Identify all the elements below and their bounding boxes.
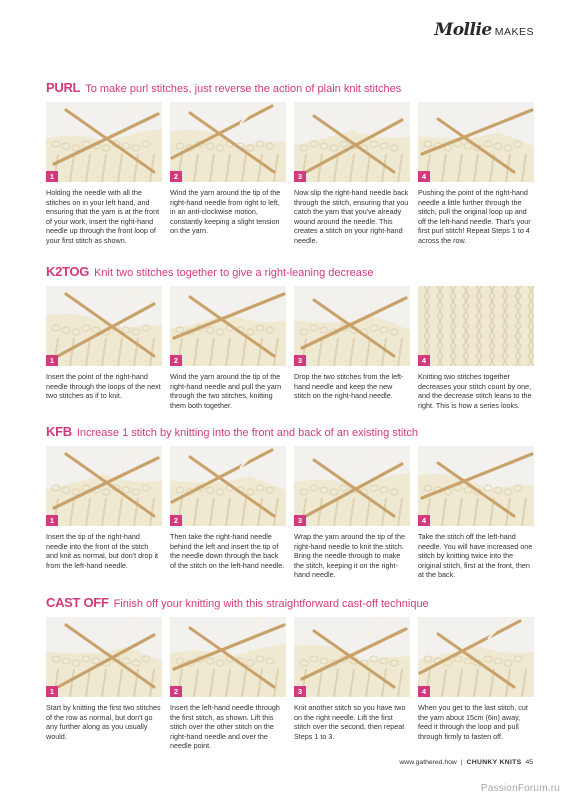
step-photo xyxy=(294,286,410,366)
section-heading xyxy=(46,424,534,442)
steps-row xyxy=(46,102,534,246)
step-number-badge: 4 xyxy=(418,686,430,697)
knitting-photo-illustration xyxy=(46,617,162,697)
knitting-photo-illustration xyxy=(418,286,534,366)
step-caption: Insert the point of the right-hand needle through the loops of the next two stitches as if to knit. xyxy=(46,372,161,401)
footer-page-number: 45 xyxy=(525,759,533,766)
step-number-badge: 2 xyxy=(170,686,182,697)
knitting-photo-illustration xyxy=(294,446,410,526)
section-description: To make purl stitches, just reverse the action of plain knit stitches xyxy=(85,83,402,95)
step-card xyxy=(170,102,286,246)
knitting-photo-illustration xyxy=(418,102,534,182)
knitting-photo-illustration xyxy=(46,102,162,182)
knitting-photo-illustration xyxy=(294,102,410,182)
step-photo xyxy=(46,446,162,526)
step-caption: Pushing the point of the right-hand needle a little further through the stitch, pull the original loop up and off the left-hand needle. That's your first purl stitch! Repeat Steps 1 to 4 across the row. xyxy=(418,188,531,245)
knitting-photo-illustration xyxy=(294,617,410,697)
knitting-photo-illustration xyxy=(170,286,286,366)
section-key: PURL xyxy=(46,80,81,95)
steps-row xyxy=(46,617,534,751)
step-number-badge: 1 xyxy=(46,355,58,366)
step-caption: Knit another stitch so you have two on the right needle. Lift the first stitch over the second, then repeat Steps 1 to 3. xyxy=(294,703,406,741)
step-caption: Insert the left-hand needle through the first stitch, as shown. Lift this stitch over the other stitch on the right-hand needle and over the needle point. xyxy=(170,703,280,751)
step-card xyxy=(46,286,162,410)
step-card xyxy=(294,102,410,246)
step-card xyxy=(418,617,534,751)
step-number-badge: 3 xyxy=(294,355,306,366)
step-number-badge: 1 xyxy=(46,686,58,697)
masthead-logo xyxy=(434,20,534,40)
knitting-photo-illustration xyxy=(294,286,410,366)
step-photo xyxy=(170,617,286,697)
step-photo xyxy=(418,286,534,366)
step-number-badge: 3 xyxy=(294,686,306,697)
step-number-badge: 3 xyxy=(294,515,306,526)
step-number-badge: 2 xyxy=(170,171,182,182)
footer-url: www.gathered.how xyxy=(399,759,457,766)
step-number-badge: 4 xyxy=(418,515,430,526)
knitting-photo-illustration xyxy=(418,617,534,697)
section-description: Finish off your knitting with this straightforward cast-off technique xyxy=(113,598,429,610)
step-number-badge: 3 xyxy=(294,171,306,182)
section-k2tog xyxy=(46,264,534,410)
step-number-badge: 4 xyxy=(418,355,430,366)
step-number-badge: 2 xyxy=(170,515,182,526)
steps-row xyxy=(46,446,534,580)
section-heading xyxy=(46,264,534,282)
step-caption: Wind the yarn around the tip of the right-hand needle from right to left, in an anti-clockwise motion, constantly keeping a slight tension on the yarn. xyxy=(170,188,281,236)
step-caption: Wrap the yarn around the tip of the right-hand needle to knit the stitch. Bring the needle through to make the stitch, keeping it on the right-hand needle. xyxy=(294,532,405,580)
step-caption: Knitting two stitches together decreases your stitch count by one, and the decrease stitch leans to the right. This is how a series looks. xyxy=(418,372,532,410)
step-card xyxy=(170,617,286,751)
watermark: PassionForum.ru xyxy=(480,783,560,794)
logo-script: Mollie xyxy=(434,20,492,40)
step-caption: Start by knitting the first two stitches of the row as normal, but don't go any further along as you usually would. xyxy=(46,703,161,741)
section-purl xyxy=(46,80,534,246)
step-photo xyxy=(418,102,534,182)
step-photo xyxy=(294,446,410,526)
section-key: KFB xyxy=(46,424,72,439)
step-number-badge: 1 xyxy=(46,171,58,182)
step-photo xyxy=(46,102,162,182)
step-photo xyxy=(418,446,534,526)
step-photo xyxy=(294,617,410,697)
step-card xyxy=(418,446,534,580)
knitting-photo-illustration xyxy=(170,617,286,697)
step-card xyxy=(294,617,410,751)
step-number-badge: 2 xyxy=(170,355,182,366)
step-caption: Insert the tip of the right-hand needle into the front of the stitch and knit as normal, but don't drop it from the left-hand needle. xyxy=(46,532,159,570)
step-photo xyxy=(294,102,410,182)
step-card xyxy=(418,102,534,246)
step-caption: Then take the right-hand needle behind the left and insert the tip of the needle down through the back of the stitch on the left-hand needle. xyxy=(170,532,285,570)
logo-caps: MAKES xyxy=(494,26,534,38)
step-card xyxy=(418,286,534,410)
step-card xyxy=(294,286,410,410)
section-kfb xyxy=(46,424,534,580)
section-heading xyxy=(46,595,534,613)
step-card xyxy=(170,446,286,580)
knitting-photo-illustration xyxy=(46,286,162,366)
section-description: Knit two stitches together to give a right-leaning decrease xyxy=(94,267,374,279)
footer-separator: | xyxy=(460,759,463,766)
knitting-photo-illustration xyxy=(170,446,286,526)
step-number-badge: 4 xyxy=(418,171,430,182)
step-card xyxy=(46,102,162,246)
step-photo xyxy=(170,446,286,526)
step-photo xyxy=(46,286,162,366)
knitting-photo-illustration xyxy=(46,446,162,526)
section-key: K2TOG xyxy=(46,264,90,279)
footer-magazine: CHUNKY KNITS xyxy=(466,759,522,766)
section-heading xyxy=(46,80,534,98)
step-caption: Now slip the right-hand needle back through the stitch, ensuring that you catch the yarn that you've already wound around the needle. This creates a stitch on your right-hand needle. xyxy=(294,188,409,245)
step-caption: Drop the two stitches from the left-hand needle and keep the new stitch on the right-hand needle. xyxy=(294,372,404,401)
knitting-photo-illustration xyxy=(418,446,534,526)
step-caption: Wind the yarn around the tip of the right-hand needle and pull the yarn through the two stitches, knitting them both together. xyxy=(170,372,282,410)
step-photo xyxy=(46,617,162,697)
step-card xyxy=(46,617,162,751)
step-caption: When you get to the last stitch, cut the yarn about 15cm (6in) away, feed it through the loop and pull through firmly to fasten off. xyxy=(418,703,528,741)
step-photo xyxy=(418,617,534,697)
step-caption: Take the stitch off the left-hand needle. You will have increased one stitch by knitting twice into the original stitch, first at the front, then at the back. xyxy=(418,532,533,580)
step-caption: Holding the needle with all the stitches on in your left hand, and ensuring that the yarn is at the front of your work, insert the right-hand needle up through the front loop of your first stitch as shown. xyxy=(46,188,160,245)
knitting-photo-illustration xyxy=(170,102,286,182)
step-photo xyxy=(170,102,286,182)
page-footer xyxy=(399,759,533,766)
section-description: Increase 1 stitch by knitting into the front and back of an existing stitch xyxy=(76,427,419,439)
step-card xyxy=(170,286,286,410)
step-card xyxy=(294,446,410,580)
section-key: CAST OFF xyxy=(46,595,109,610)
step-card xyxy=(46,446,162,580)
step-photo xyxy=(170,286,286,366)
section-cast-off xyxy=(46,595,534,751)
step-number-badge: 1 xyxy=(46,515,58,526)
steps-row xyxy=(46,286,534,410)
